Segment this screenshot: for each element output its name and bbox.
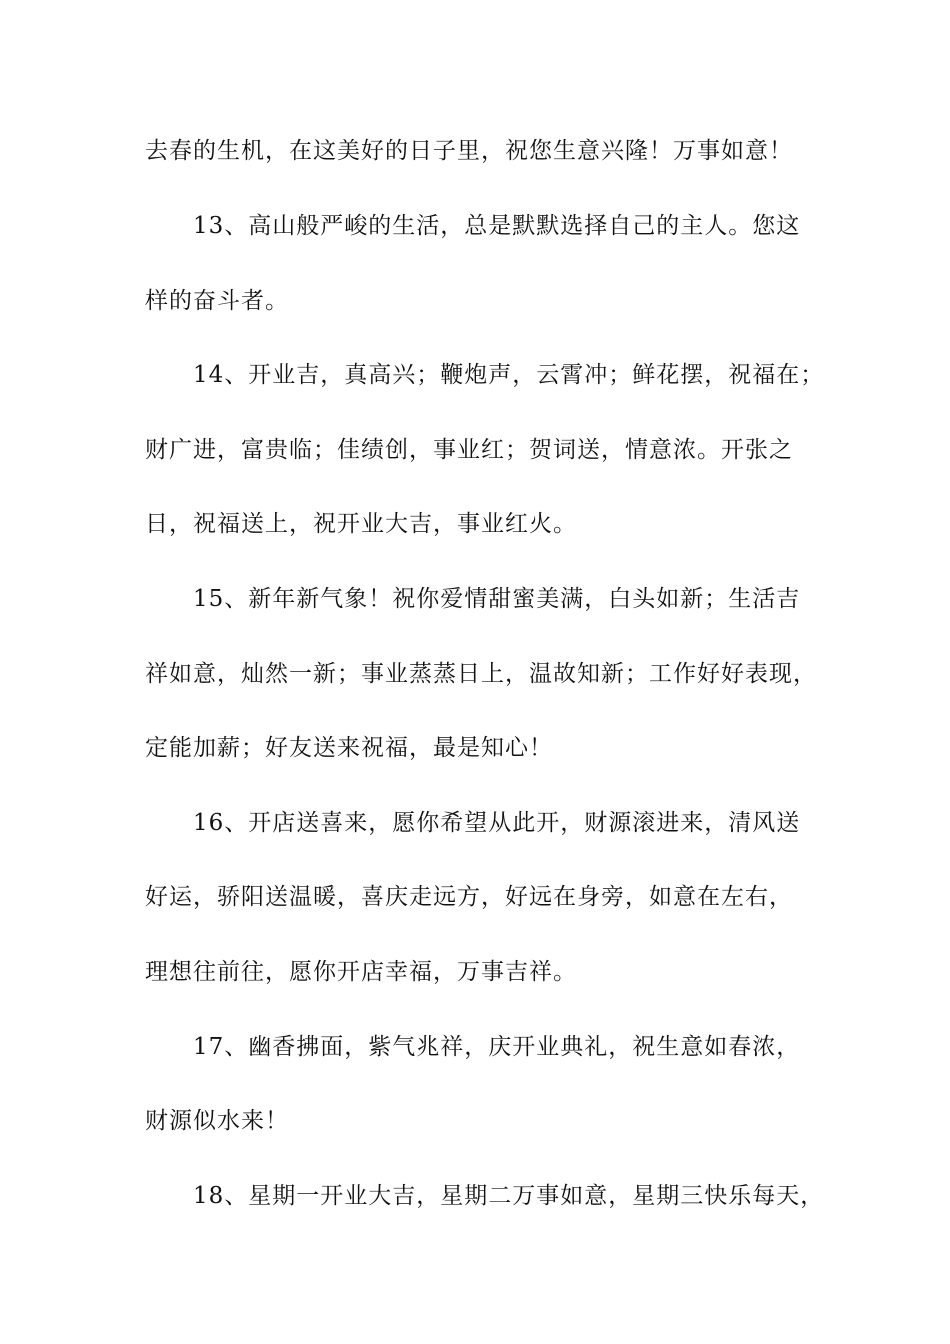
text-line: 财源似水来！ (145, 1108, 289, 1134)
text-line: 样的奋斗者。 (145, 288, 289, 314)
item-13-line: 13、高山般严峻的生活，总是默默选择自己的主人。您这 (193, 213, 801, 239)
item-14-line: 14、开业吉，真高兴；鞭炮声，云霄冲；鲜花摆，祝福在； (193, 362, 825, 388)
item-16-line: 16、开店送喜来，愿你希望从此开，财源滚进来，清风送 (193, 810, 801, 836)
item-15-line: 15、新年新气象！祝你爱情甜蜜美满，白头如新；生活吉 (193, 586, 801, 612)
text-line: 定能加薪；好友送来祝福，最是知心！ (145, 735, 553, 761)
text-line: 好运，骄阳送温暖，喜庆走远方，好远在身旁，如意在左右， (145, 884, 793, 910)
text-line: 祥如意，灿然一新；事业蒸蒸日上，温故知新；工作好好表现， (145, 661, 817, 687)
item-18-line: 18、星期一开业大吉，星期二万事如意，星期三快乐每天， (193, 1183, 825, 1209)
text-line: 理想往前往，愿你开店幸福，万事吉祥。 (145, 959, 577, 985)
item-17-line: 17、幽香拂面，紫气兆祥，庆开业典礼，祝生意如春浓， (193, 1034, 801, 1060)
text-line: 去春的生机，在这美好的日子里，祝您生意兴隆！万事如意！ (145, 138, 793, 164)
text-line: 日，祝福送上，祝开业大吉，事业红火。 (145, 511, 577, 537)
text-line: 财广进，富贵临；佳绩创，事业红；贺词送，情意浓。开张之 (145, 437, 793, 463)
